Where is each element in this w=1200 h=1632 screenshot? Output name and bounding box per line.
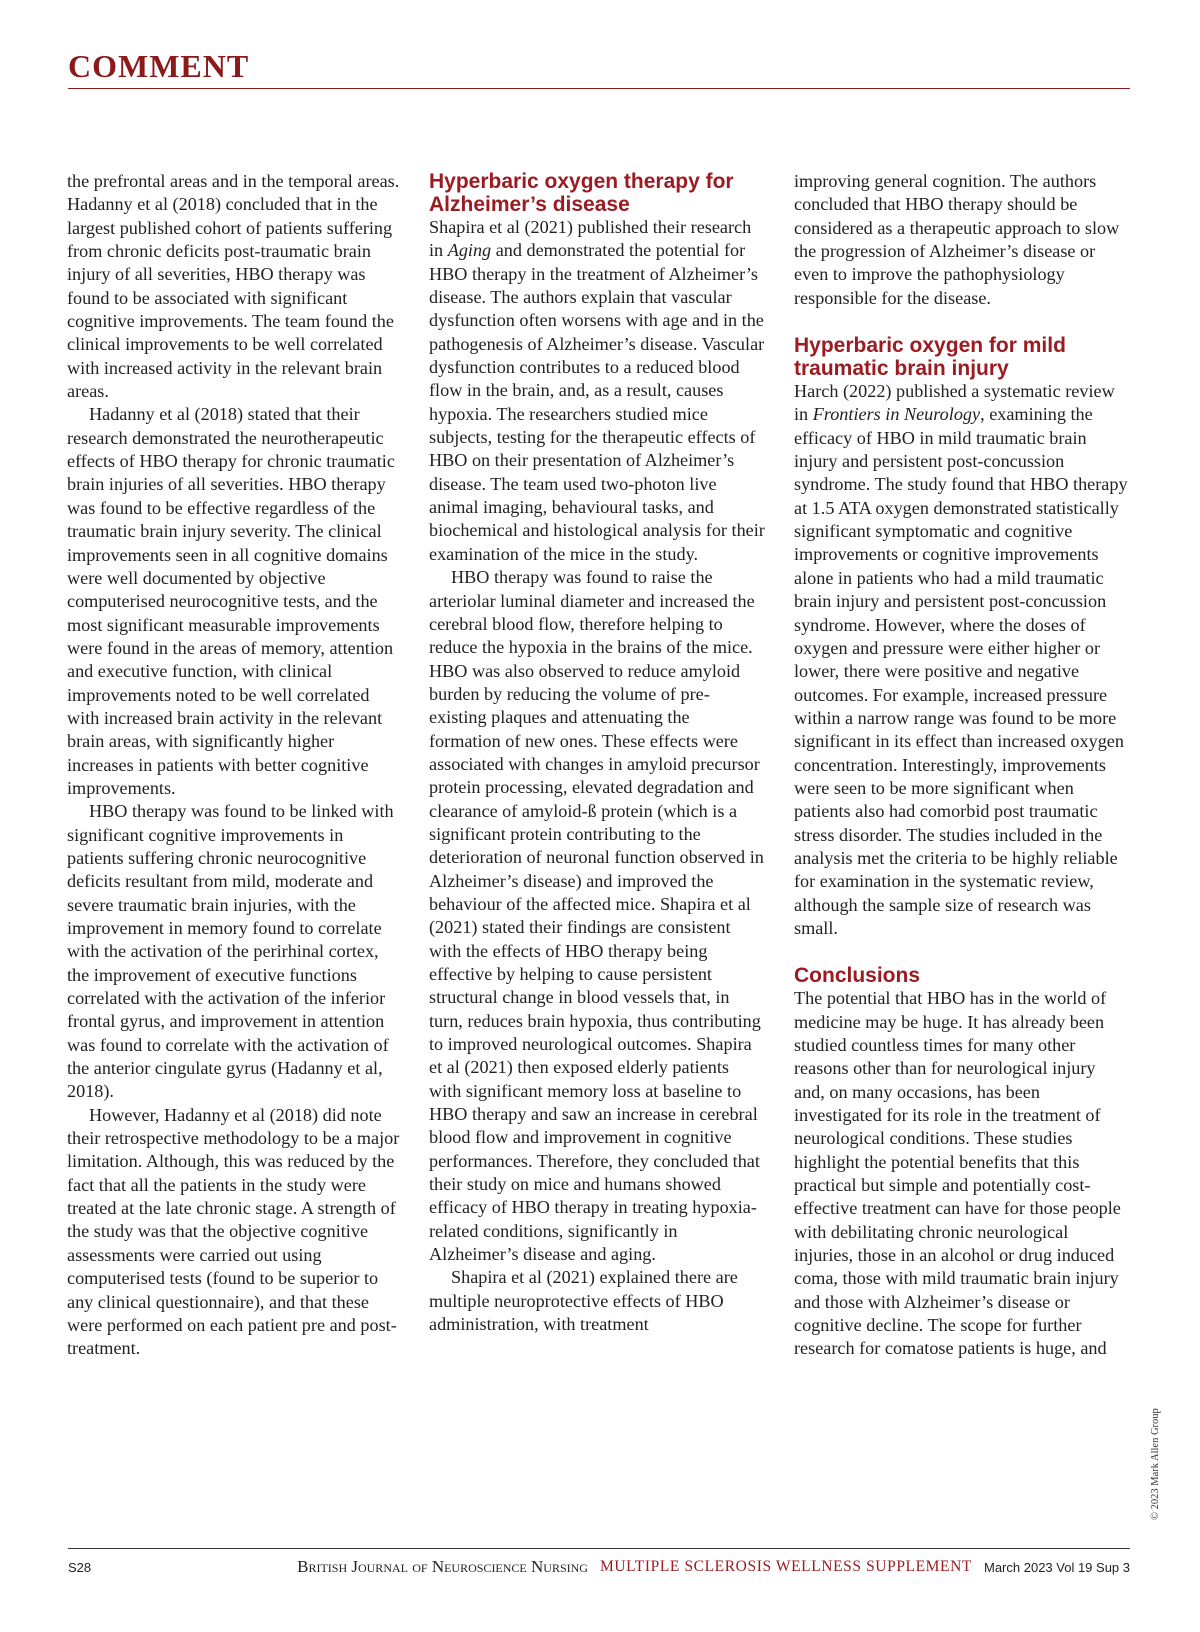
paragraph: However, Hadanny et al (2018) did note their retrospective methodology to be a major limitation. Although, this was reduced by the fact that all the patients in the study were treated at the late chronic stage. A strength of the study was that the objective cognitive assessments were carried out using computerised tests (found to be superior to any clinical questionnaire), and that these were performed on each patient pre and post-treatment. [67, 1104, 400, 1359]
paragraph: The potential that HBO has in the world of medicine may be huge. It has already been studied countless times for many other reasons other than for neurological injury and, on many occasions, has been investigated for its role in the treatment of neurological conditions. These studies highlight the potential benefits that this practical but simple and potentially cost-effective treatment can have for those people with debilitating chronic neurological injuries, those in an alcohol or drug induced coma, those with mild traumatic brain injury and those with Alzheimer’s disease or cognitive decline. The scope for further research for comatose patients is huge, and [794, 988, 1121, 1359]
paragraph: Shapira et al (2021) published their research in Aging and demonstrated the potential for HBO therapy in the treatment of Alzheimer’s disease. The authors explain that vascular dysfunction often worsens with age and in the pathogenesis of Alzheimer’s disease. Vascular dysfunction contributes to a reduced blood flow in the brain, and, as a result, causes hypoxia. The researchers studied mice subjects, testing for the therapeutic effects of HBO on their presentation of Alzheimer’s disease. The team used two-photon live animal imaging, behavioural tasks, and biochemical and histological analysis for their examination of the mice in the study. [429, 217, 765, 564]
subheading-conclusions: Conclusions [794, 964, 921, 988]
column-1 [67, 170, 403, 1361]
paragraph: improving general cognition. The authors concluded that HBO therapy should be considered as a therapeutic approach to slow the progression of Alzheimer’s disease or even to improve the pathophysiology responsible for the disease. [794, 171, 1120, 308]
subheading-alzheimers: Hyperbaric oxygen therapy for Alzheimer’s disease [429, 170, 734, 216]
subheading-mild-tbi: Hyperbaric oxygen for mild traumatic brain injury [794, 334, 1066, 381]
journal-title: British Journal of Neuroscience Nursing [297, 1557, 588, 1576]
column-2 [429, 170, 765, 1337]
section-label: COMMENT [68, 48, 250, 84]
paragraph: HBO therapy was found to raise the arteriolar luminal diameter and increased the cerebral blood flow, therefore helping to reduce the hypoxia in the brains of the mice. HBO was also observed to reduce amyloid burden by reducing the volume of pre-existing plaques and attenuating the formation of new ones. These effects were associated with changes in amyloid precursor protein processing, elevated degradation and clearance of amyloid-ß protein (which is a significant protein contributing to the deterioration of neuronal function observed in Alzheimer’s disease) and improved the behaviour of the affected mice. Shapira et al (2021) stated their findings are consistent with the effects of HBO therapy being effective by helping to cause persistent structural change in blood vessels that, in turn, reduces brain hypoxia, thus contributing to improved neurological outcomes. Shapira et al (2021) then exposed elderly patients with significant memory loss at baseline to HBO therapy and saw an increase in cerebral blood flow and improvement in cognitive performances. Therefore, they concluded that their study on mice and humans showed efficacy of HBO therapy in treating hypoxia-related conditions, significantly in Alzheimer’s disease and aging. [429, 567, 764, 1265]
journal-name: Frontiers in Neurology [812, 404, 981, 425]
footer [68, 1555, 1130, 1579]
paragraph: Hadanny et al (2018) stated that their research demonstrated the neurotherapeutic effects of HBO therapy for chronic traumatic brain injuries of all severities. HBO therapy was found to be effective regardless of the traumatic brain injury severity. The clinical improvements seen in all cognitive domains were well documented by objective computerised neurocognitive tests, and the most significant measurable improvements were found in the areas of memory, attention and executive function, with clinical improvements noted to be well correlated with increased brain activity in the relevant brain areas, with significantly higher increases in patients with better cognitive improvements. [67, 404, 395, 798]
header-rule [68, 88, 1130, 89]
issue-info: March 2023 Vol 19 Sup 3 [984, 1559, 1130, 1575]
paragraph: HBO therapy was found to be linked with significant cognitive improvements in patients suffering chronic neurocognitive deficits resultant from mild, moderate and severe traumatic brain injuries, with the improvement in memory found to correlate with the activation of the perirhinal cortex, the improvement of executive functions correlated with the activation of the inferior frontal gyrus, and improvement in attention was found to correlate with the activation of the anterior cingulate gyrus (Hadanny et al, 2018). [67, 801, 394, 1102]
copyright-notice: © 2023 Mark Allen Group [1150, 1408, 1161, 1520]
footer-rule [68, 1548, 1130, 1549]
paragraph: Harch (2022) published a systematic review in Frontiers in Neurology, examining the efficacy of HBO in mild traumatic brain injury and persistent post-concussion syndrome. The study found that HBO therapy at 1.5 ATA oxygen demonstrated statistically significant symptomatic and cognitive improvements or cognitive improvements alone in patients who had a mild traumatic brain injury and persistent post-concussion syndrome. However, where the doses of oxygen and pressure were either higher or lower, there were positive and negative outcomes. For example, increased pressure within a narrow range was found to be more significant in its effect than increased oxygen concentration. Interestingly, improvements were seen to be more significant when patients also had comorbid post traumatic stress disorder. The studies included in the analysis met the criteria to be highly reliable for examination in the systematic review, although the sample size of research was small. [794, 381, 1128, 938]
paragraph: the prefrontal areas and in the temporal areas. Hadanny et al (2018) concluded that in the largest published cohort of patients suffering from chronic deficits post-traumatic brain injury of all severities, HBO therapy was found to be associated with significant cognitive improvements. The team found the clinical improvements to be well correlated with increased activity in the relevant brain areas. [67, 171, 400, 402]
column-3 [794, 170, 1130, 1361]
paragraph: Shapira et al (2021) explained there are multiple neuroprotective effects of HBO administration, with treatment [429, 1267, 738, 1335]
page-number: S28 [68, 1559, 92, 1575]
journal-name: Aging [447, 240, 492, 261]
supplement-title: MULTIPLE SCLEROSIS WELLNESS SUPPLEMENT [599, 1558, 972, 1575]
